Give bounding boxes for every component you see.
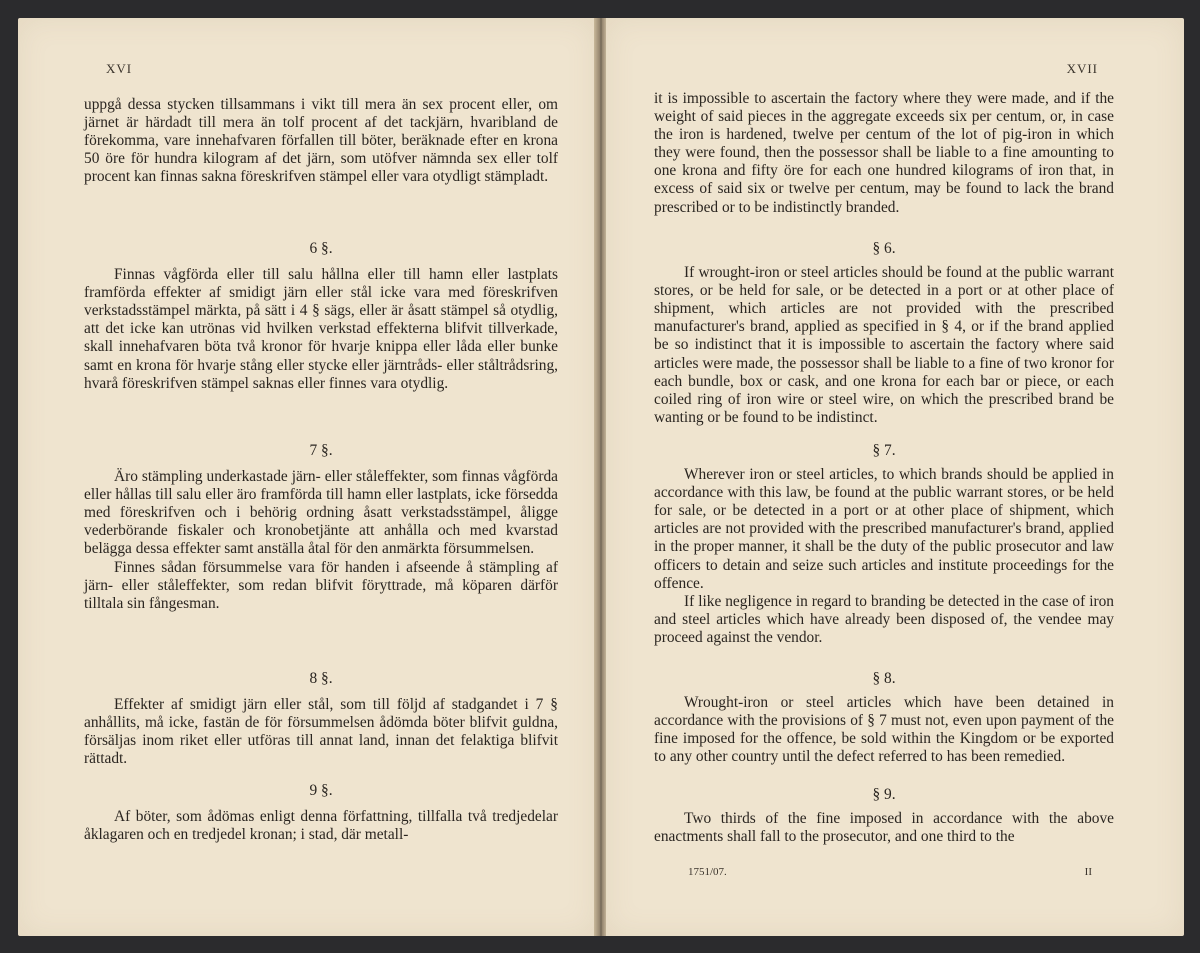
section-heading-8: 8 §. [309,670,333,687]
left-section-6 [84,240,558,393]
left-section-8 [84,670,558,768]
left-section-9 [84,782,558,844]
right-page [606,18,1184,936]
section-9-paragraph-en: Two thirds of the fine imposed in accordance with the above enactments shall fall to the prosecutor, and one third to the [654,810,1114,846]
section-8-paragraph: Effekter af smidigt järn eller stål, som till följd af stadgandet i 7 § anhållits, må icke, fastän de för försummelsen ådömda böter blifvit guldna, försäljas inom riket eller utföras till annat land, innan det felaktiga blifvit rättadt. [84,696,558,768]
right-intro-block [654,90,1114,217]
section-heading-6: 6 §. [309,240,333,257]
right-section-7 [654,442,1114,647]
section-heading-7: 7 §. [309,442,333,459]
page-number-left: XVI [106,61,133,76]
page-number-right: XVII [1066,61,1098,76]
section-7-paragraph-2: Finnes sådan försummelse vara för handen i afseende å stämpling af järn- eller ståleffekter, som redan blifvit föryttrade, må köparen därför tilltala sin fångesman. [84,558,558,612]
right-section-8 [654,670,1114,766]
left-section-7 [84,442,558,613]
footer-signature: 1751/07. [688,866,727,878]
left-page [18,18,596,936]
section-6-paragraph-en: If wrought-iron or steel articles should be found at the public warrant stores, or be held for sale, or be detected in a port or at other place of shipment, which articles are not provided with the prescribed manufacturer's brand, applied as specified in § 4, or if the brand applied be so indistinct that it is impossible to ascertain the factory where said articles were made, the possessor shall be liable to a fine of two kronor for each bundle, box or cask, and one krona for each bar or piece, or each coiled ring of iron wire or steel wire, on which the prescribed brand be wanting or be found to be indistinct. [654,264,1114,426]
section-6-paragraph: Finnas vågförda eller till salu hållna eller till hamn eller lastplats framförda effekter af smidigt järn eller stål icke vara med föreskrifven verkstadsstämpel märkta, på sätt i 4 § sägs, eller är åsatt stämpel så otydlig, att det icke kan utrönas vid hvilken verkstad effekterna blifvit tillverkade, skall innehafvaren böta två kronor för hvarje knippa eller låda eller bunke samt en krona för hvarje stång eller stycke eller järntråds- eller ståltrådsring, hvarå föreskrifven stämpel saknas eller finnes vara otydlig. [84,266,558,392]
section-9-paragraph: Af böter, som ådömas enligt denna författning, tillfalla två tredjedelar åklagaren och en tredjedel kronan; i stad, där metall- [84,808,558,844]
section-heading-9-en: § 9. [872,786,896,803]
section-7-paragraph-1: Äro stämpling underkastade järn- eller ståleffekter, som finnas vågförda eller hållas till salu eller äro framförda till hamn eller lastplats, icke försedda med föreskrifven och i behörig ordning åsatt verkstadsstämpel, åligge vederbörande fiskaler och kronobetjänte att anhålla och med kvarstad belägga dessa effekter samt anställa åtal för den anmärkta försummelsen. [84,468,558,558]
section-heading-8-en: § 8. [872,670,896,687]
section-heading-7-en: § 7. [872,442,896,459]
left-intro-block [84,96,558,186]
section-7-paragraph-2-en: If like negligence in regard to branding be detected in the case of iron and steel articles which have already been disposed of, the vendee may proceed against the vendor. [654,592,1114,646]
right-section-9 [654,786,1114,846]
left-intro-paragraph: uppgå dessa stycken tillsammans i vikt till mera än sex procent eller, om järnet är härdadt till mera än tolf procent af det tackjärn, hvaribland de förekomma, vare innehafvaren förfallen till böter, beräknade efter en krona 50 öre för hundra kilogram af det järn, som utöfver nämnda sex eller tolf procent kan finnas sakna föreskrifven stämpel eller vara otydligt stämpladt. [84,96,558,186]
footer-sheet-number: II [1084,866,1092,878]
section-heading-9: 9 §. [309,782,333,799]
section-8-paragraph-en: Wrought-iron or steel articles which have been detained in accordance with the provisions of § 7 must not, even upon payment of the fine imposed for the offence, be sold within the Kingdom or be exported to any other country until the defect referred to has been remedied. [654,694,1114,766]
right-intro-paragraph: it is impossible to ascertain the factory where they were made, and if the weight of said pieces in the aggregate exceeds six per centum, or, in case the iron is hardened, twelve per centum of the lot of pig-iron in which they were found, then the possessor shall be liable to a fine amounting to one krona and fifty öre for each one hundred kilograms of iron that, in excess of said six or twelve per centum, may be found to lack the brand prescribed or to be indistinctly branded. [654,90,1114,216]
section-7-paragraph-1-en: Wherever iron or steel articles, to which brands should be applied in accordance with this law, be found at the public warrant stores, or be held for sale, or be detected in a port or at other place of shipment, which articles are not provided with the prescribed manufacturer's brand, applied in the proper manner, it shall be the duty of the public prosecutor and law officers to detain and seize such articles and institute proceedings for the offence. [654,466,1114,592]
right-section-6 [654,240,1114,427]
section-heading-6-en: § 6. [872,240,896,257]
